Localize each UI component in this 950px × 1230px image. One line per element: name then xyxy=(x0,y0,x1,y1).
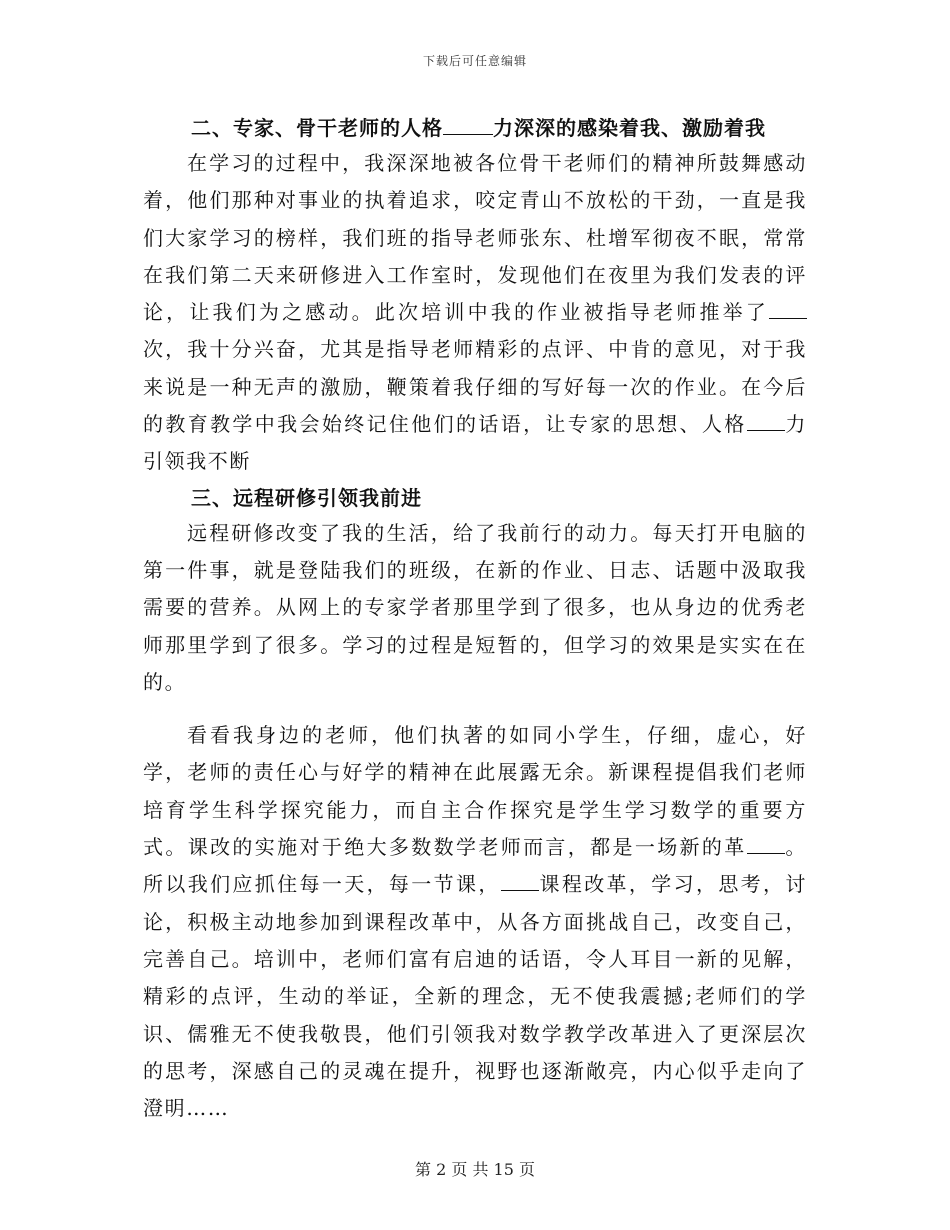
section-heading-2-part-a: 二、专家、骨干老师的人格 xyxy=(191,116,443,140)
page-header: 下载后可任意编辑 xyxy=(422,54,527,68)
paragraph-3-part-a: 看看我身边的老师，他们执著的如同小学生，仔细，虚心，好学，老师的责任心与好学的精神在此展露无余。新课程提倡我们老师培育学生科学探究能力，而自主合作探究是学生学习数学的重要方式。课改的实施对于绝大多数数学老师而言，都是一场新的革 xyxy=(143,723,807,860)
paragraph-3-part-b: 。所以我们应抓住每一天，每一节课， xyxy=(143,835,807,897)
document-body xyxy=(143,111,807,1127)
paragraph-3-part-c: 课程改革，学习，思考，讨论，积极主动地参加到课程改革中，从各方面挑战自己，改变自己，完善自己。培训中，老师们富有启迪的话语，令人耳目一新的见解，精彩的点评，生动的举证，全新的理念，无不使我震撼;老师们的学识、儒雅无不使我敬畏，他们引领我对数学教学改革进入了更深层次的思考，深感自己的灵魂在提升，视野也逐渐敞亮，内心似乎走向了澄明…… xyxy=(143,872,807,1121)
paragraph-3 xyxy=(143,717,807,1127)
page-footer: 第 2 页 共 15 页 xyxy=(415,1160,535,1179)
fill-blank xyxy=(769,298,807,319)
fill-blank xyxy=(443,114,493,135)
paragraph-1 xyxy=(143,145,807,481)
fill-blank xyxy=(501,870,539,891)
paragraph-1-part-b: 次，我十分兴奋，尤其是指导老师精彩的点评、中肯的意见，对于我来说是一种无声的激励，鞭策着我仔细的写好每一次的作业。在今后的教育教学中我会始终记住他们的话语，让专家的思想、人格 xyxy=(143,337,807,437)
fill-blank xyxy=(747,833,785,854)
section-heading-2 xyxy=(143,111,807,145)
fill-blank xyxy=(747,410,785,431)
paragraph-1-part-a: 在学习的过程中，我深深地被各位骨干老师们的精神所鼓舞感动着，他们那种对事业的执着追求，咬定青山不放松的干劲，一直是我们大家学习的榜样，我们班的指导老师张东、杜增军彻夜不眠，常常在我们第二天来研修进入工作室时，发现他们在夜里为我们发表的评论，让我们为之感动。此次培训中我的作业被指导老师推举了 xyxy=(143,151,807,325)
section-heading-3: 三、远程研修引领我前进 xyxy=(191,485,422,510)
section-heading-2-part-b: 力深深的感染着我、激励着我 xyxy=(493,116,766,140)
paragraph-1-part-c: 力引领我不断 xyxy=(143,412,807,474)
paragraph-2: 远程研修改变了我的生活，给了我前行的动力。每天打开电脑的第一件事，就是登陆我们的班级，在新的作业、日志、话题中汲取我需要的营养。从网上的专家学者那里学到了很多，也从身边的优秀老师那里学到了很多。学习的过程是短暂的，但学习的效果是实实在在的。 xyxy=(143,520,807,694)
